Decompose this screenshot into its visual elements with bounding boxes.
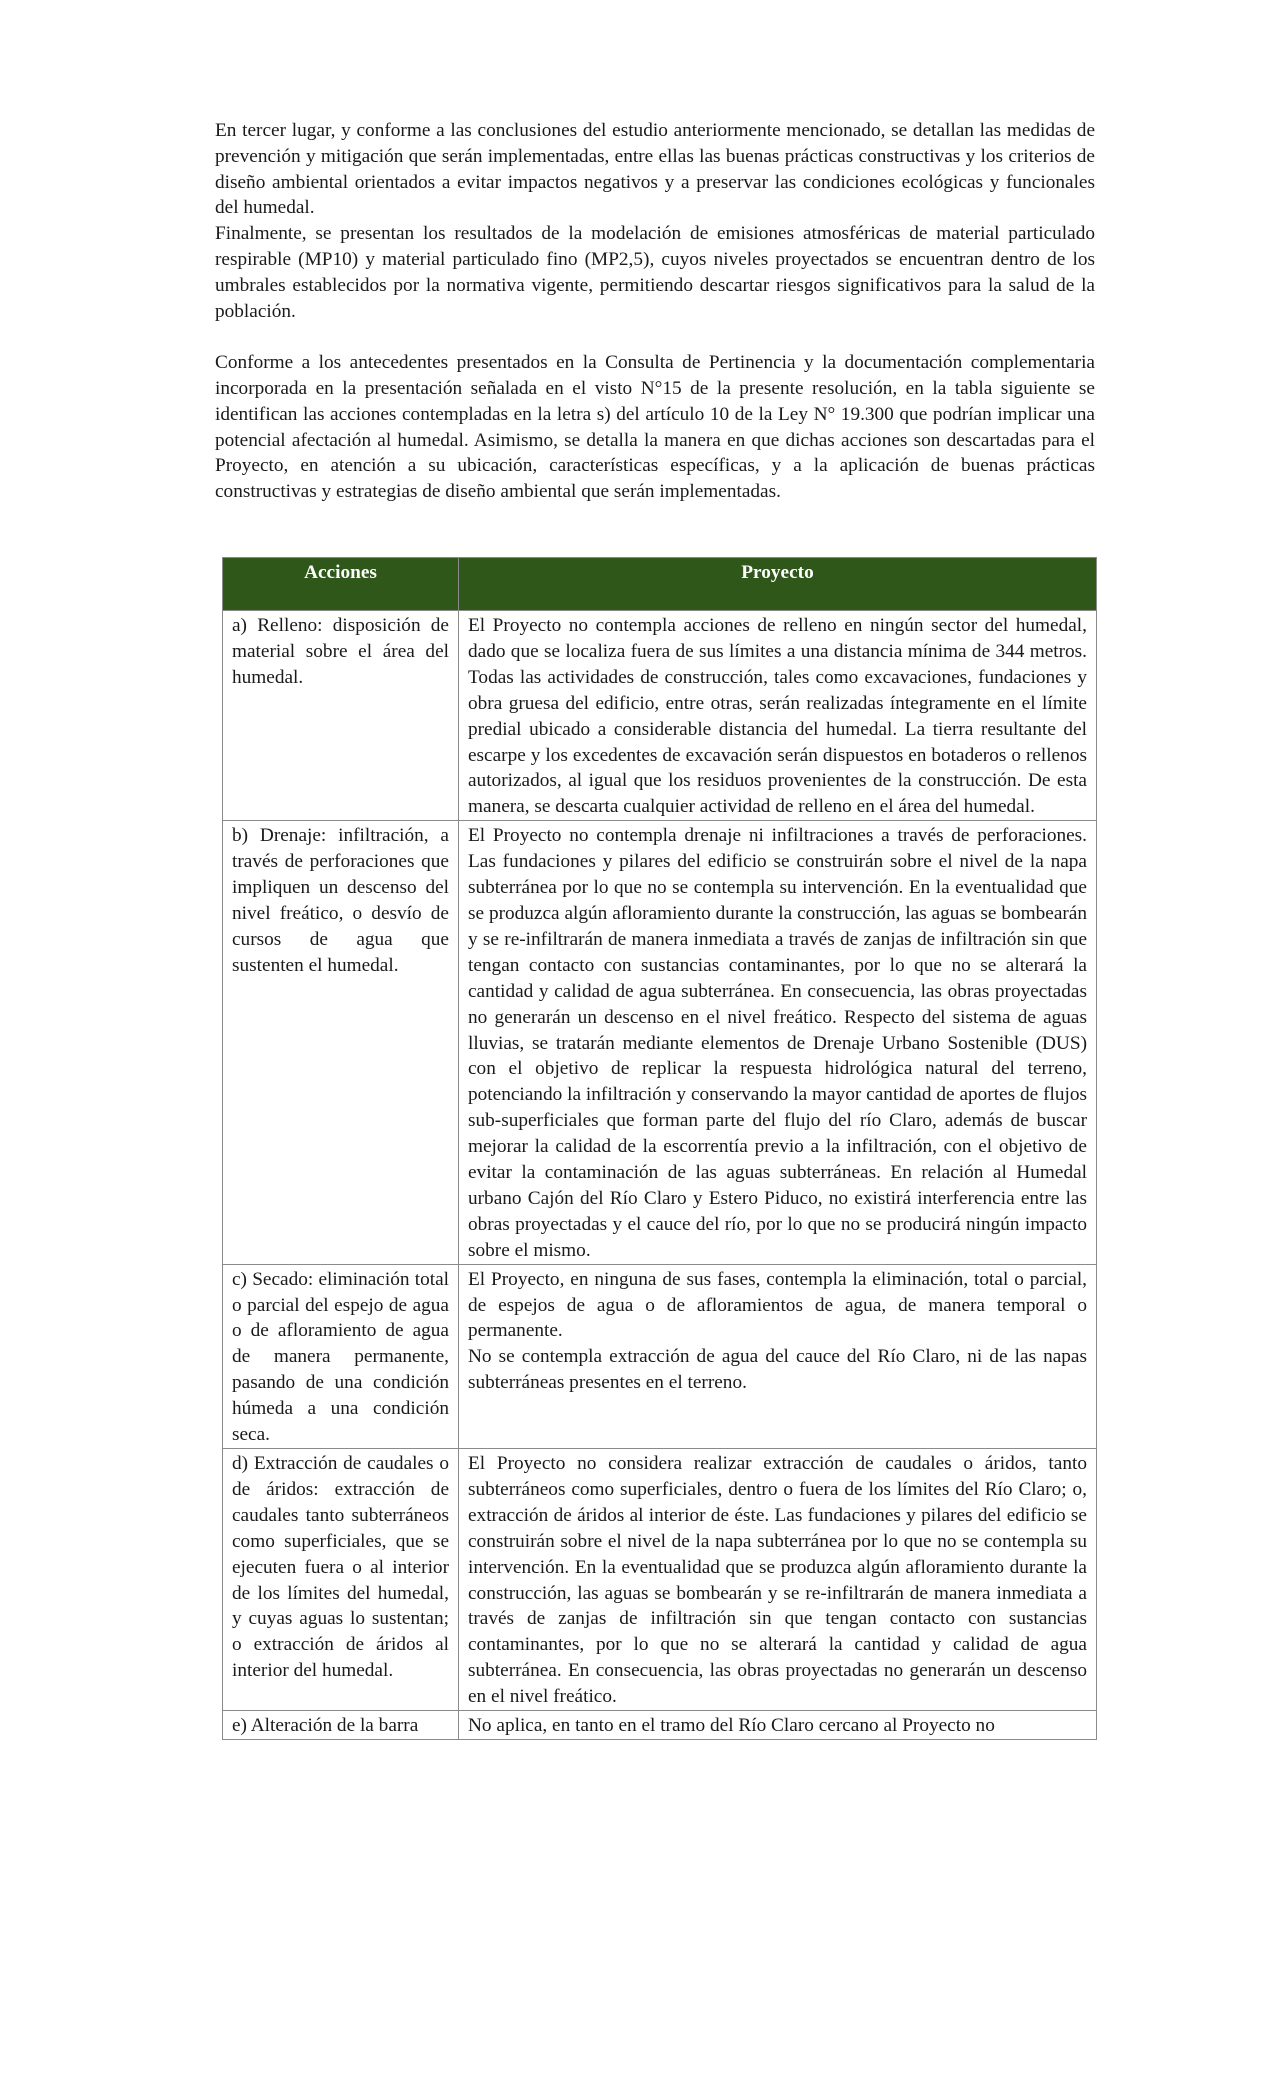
- table-row: [223, 611, 1097, 821]
- project-cell: [459, 1264, 1097, 1448]
- paragraph-intro-1: En tercer lugar, y conforme a las conclusiones del estudio anteriormente mencionado, se detallan las medidas de prevención y mitigación que serán implementadas, entre ellas las buenas prácticas constructivas y los criterios de diseño ambiental orientados a evitar impactos negativos y a preservar las condiciones ecológicas y funcionales del humedal.: [215, 120, 1095, 219]
- project-text: El Proyecto, en ninguna de sus fases, contempla la eliminación, total o parcial, de espejos de agua o de afloramientos de agua, de manera temporal o permanente.: [468, 1268, 1087, 1342]
- action-cell: c) Secado: eliminación total o parcial del espejo de agua o de afloramiento de agua de manera permanente, pasando de una condición húmeda a una condición seca.: [223, 1264, 459, 1448]
- table-row: [223, 821, 1097, 1264]
- action-cell: b) Drenaje: infiltración, a través de perforaciones que impliquen un descenso del nivel freático, o desvío de cursos de agua que sustenten el humedal.: [223, 821, 459, 1264]
- table-row: [223, 1264, 1097, 1448]
- project-cell: El Proyecto no contempla drenaje ni infiltraciones a través de perforaciones. Las fundaciones y pilares del edificio se construirán sobre el nivel de la napa subterránea por lo que no se contempla su intervención. En la eventualidad que se produzca algún afloramiento durante la construcción, las aguas se bombearán y se re-infiltrarán de manera inmediata a través de zanjas de infiltración sin que tengan contacto con sustancias contaminantes, por lo que no se alterará la cantidad y calidad de agua subterránea. En consecuencia, las obras proyectadas no generarán un descenso en el nivel freático. Respecto del sistema de aguas lluvias, se tratarán mediante elementos de Drenaje Urbano Sostenible (DUS) con el objetivo de replicar la respuesta hidrológica natural del terreno, potenciando la infiltración y conservando la mayor cantidad de aportes de flujos sub-superficiales que forman parte del flujo del río Claro, además de buscar mejorar la calidad de la escorrentía previo a la infiltración, con el objetivo de evitar la contaminación de las aguas subterráneas. En relación al Humedal urbano Cajón del Río Claro y Estero Piduco, no existirá interferencia entre las obras proyectadas y el cauce del río, por lo que no se producirá ningún impacto sobre el mismo.: [459, 821, 1097, 1264]
- project-cell: El Proyecto no considera realizar extracción de caudales o áridos, tanto subterráneos como superficiales, dentro o fuera de los límites del Río Claro; o, extracción de áridos al interior de éste. Las fundaciones y pilares del edificio se construirán sobre el nivel de la napa subterránea por lo que no se contempla su intervención. En la eventualidad que se produzca algún afloramiento durante la construcción, las aguas se bombearán y se re-infiltrarán de manera inmediata a través de zanjas de infiltración sin que tengan contacto con sustancias contaminantes, por lo que no se alterará la cantidad y calidad de agua subterránea. En consecuencia, las obras proyectadas no generarán un descenso en el nivel freático.: [459, 1449, 1097, 1711]
- table-header-row: [223, 558, 1097, 611]
- paragraph-intro-2: Finalmente, se presentan los resultados de la modelación de emisiones atmosféricas de material particulado respirable (MP10) y material particulado fino (MP2,5), cuyos niveles proyectados se encuentran dentro de los umbrales establecidos por la normativa vigente, permitiendo descartar riesgos significativos para la salud de la población.: [215, 223, 1095, 322]
- action-cell: d) Extracción de caudales o de áridos: extracción de caudales tanto subterráneos como superficiales, que se ejecuten fuera o al interior de los límites del humedal, y cuyas aguas lo sustentan; o extracción de áridos al interior del humedal.: [223, 1449, 459, 1711]
- table-row: [223, 1711, 1097, 1740]
- action-cell: a) Relleno: disposición de material sobre el área del humedal.: [223, 611, 459, 821]
- header-acciones: Acciones: [223, 558, 459, 611]
- project-text: No se contempla extracción de agua del cauce del Río Claro, ni de las napas subterráneas presentes en el terreno.: [468, 1346, 1087, 1394]
- actions-table: [222, 557, 1097, 1740]
- project-cell: El Proyecto no contempla acciones de relleno en ningún sector del humedal, dado que se localiza fuera de sus límites a una distancia mínima de 344 metros. Todas las actividades de construcción, tales como excavaciones, fundaciones y obra gruesa del edificio, entre otras, serán realizadas íntegramente en el límite predial ubicado a considerable distancia del humedal. La tierra resultante del escarpe y los excedentes de excavación serán dispuestos en botaderos o rellenos autorizados, al igual que los residuos provenientes de la construcción. De esta manera, se descarta cualquier actividad de relleno en el área del humedal.: [459, 611, 1097, 821]
- project-cell: No aplica, en tanto en el tramo del Río Claro cercano al Proyecto no: [459, 1711, 1097, 1740]
- document-body: [215, 118, 1095, 505]
- table-row: [223, 1449, 1097, 1711]
- paragraph-intro-3: Conforme a los antecedentes presentados en la Consulta de Pertinencia y la documentación complementaria incorporada en la presentación señalada en el visto N°15 de la presente resolución, en la tabla siguiente se identifican las acciones contempladas en la letra s) del artículo 10 de la Ley N° 19.300 que podrían implicar una potencial afectación al humedal. Asimismo, se detalla la manera en que dichas acciones son descartadas para el Proyecto, en atención a su ubicación, características específicas, y a la aplicación de buenas prácticas constructivas y estrategias de diseño ambiental que serán implementadas.: [215, 352, 1095, 503]
- header-proyecto: Proyecto: [459, 558, 1097, 611]
- action-cell: e) Alteración de la barra: [223, 1711, 459, 1740]
